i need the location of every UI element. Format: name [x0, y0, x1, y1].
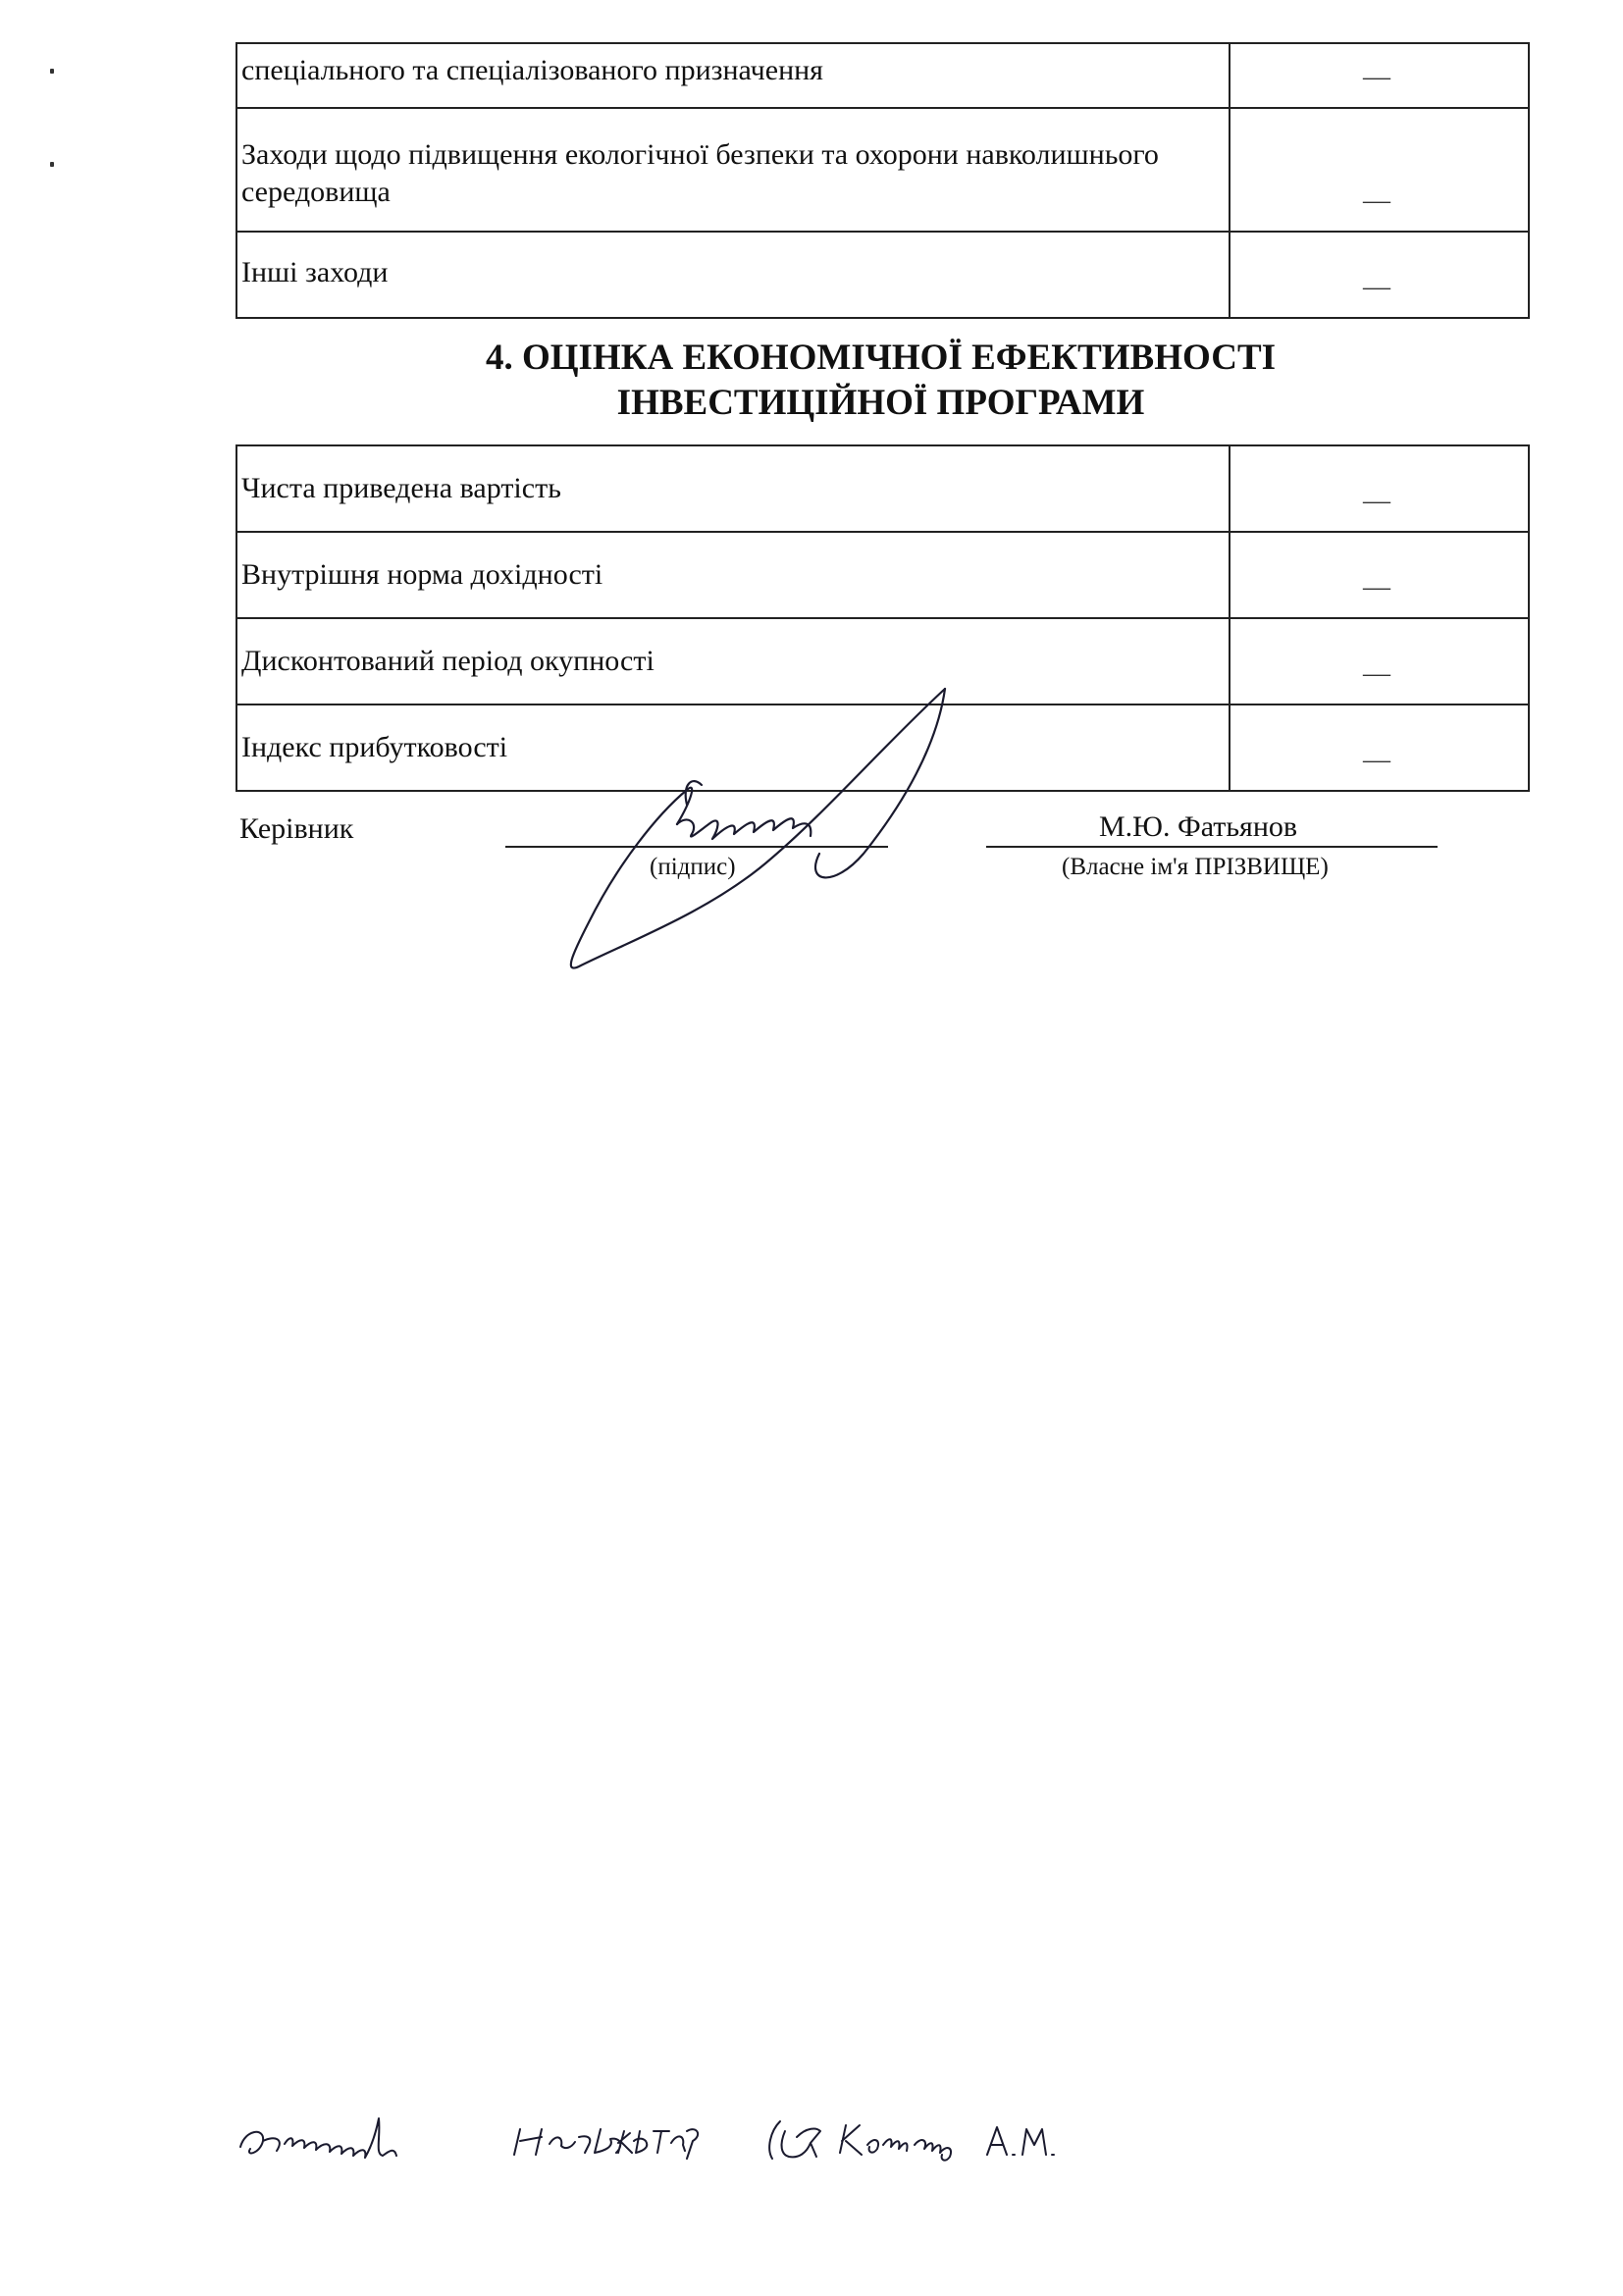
table-row [237, 231, 1528, 317]
row-value-cell [1230, 109, 1528, 231]
row-label: Інші заходи [237, 233, 1230, 317]
table-row [237, 704, 1528, 790]
row-value: — [1363, 272, 1390, 302]
name-caption: (Власне ім'я ПРІЗВИЩЕ) [1062, 854, 1329, 880]
row-value: — [1363, 62, 1390, 92]
row-value: — [1363, 658, 1390, 689]
row-value-cell [1230, 533, 1528, 617]
section-title-line2: ІНВЕСТИЦІЙНОЇ ПРОГРАМИ [616, 383, 1145, 423]
scan-speck [50, 69, 54, 74]
row-value-cell [1230, 44, 1528, 107]
table-row [237, 617, 1528, 704]
measures-table [236, 42, 1530, 319]
signer-name: М.Ю. Фатьянов [1099, 810, 1298, 843]
efficiency-table [236, 444, 1530, 792]
signature-line [505, 846, 888, 848]
section-title [236, 336, 1526, 426]
scan-speck [50, 162, 54, 167]
row-label: Дисконтований період окупності [237, 619, 1230, 704]
row-label: Внутрішня норма дохідності [237, 533, 1230, 617]
table-row [237, 107, 1528, 231]
row-value: — [1363, 572, 1390, 602]
row-value: — [1363, 185, 1390, 216]
row-value-cell [1230, 446, 1528, 531]
row-label: Чиста приведена вартість [237, 446, 1230, 531]
row-label: Індекс прибутковості [237, 705, 1230, 790]
table-row [237, 446, 1528, 531]
row-value-cell [1230, 619, 1528, 704]
row-value-cell [1230, 705, 1528, 790]
row-value: — [1363, 745, 1390, 775]
section-title-line1: 4. ОЦІНКА ЕКОНОМІЧНОЇ ЕФЕКТИВНОСТІ [485, 338, 1277, 378]
row-value-cell [1230, 233, 1528, 317]
name-line [986, 846, 1438, 848]
row-value: — [1363, 486, 1390, 516]
row-label: Заходи щодо підвищення екологічної безпеки та охорони навколишнього середовища [237, 109, 1230, 231]
signer-role: Керівник [239, 812, 354, 845]
row-label: спеціального та спеціалізованого призначення [237, 44, 1230, 107]
table-row [237, 531, 1528, 617]
signature-caption: (підпис) [650, 854, 736, 880]
table-row [237, 44, 1528, 107]
